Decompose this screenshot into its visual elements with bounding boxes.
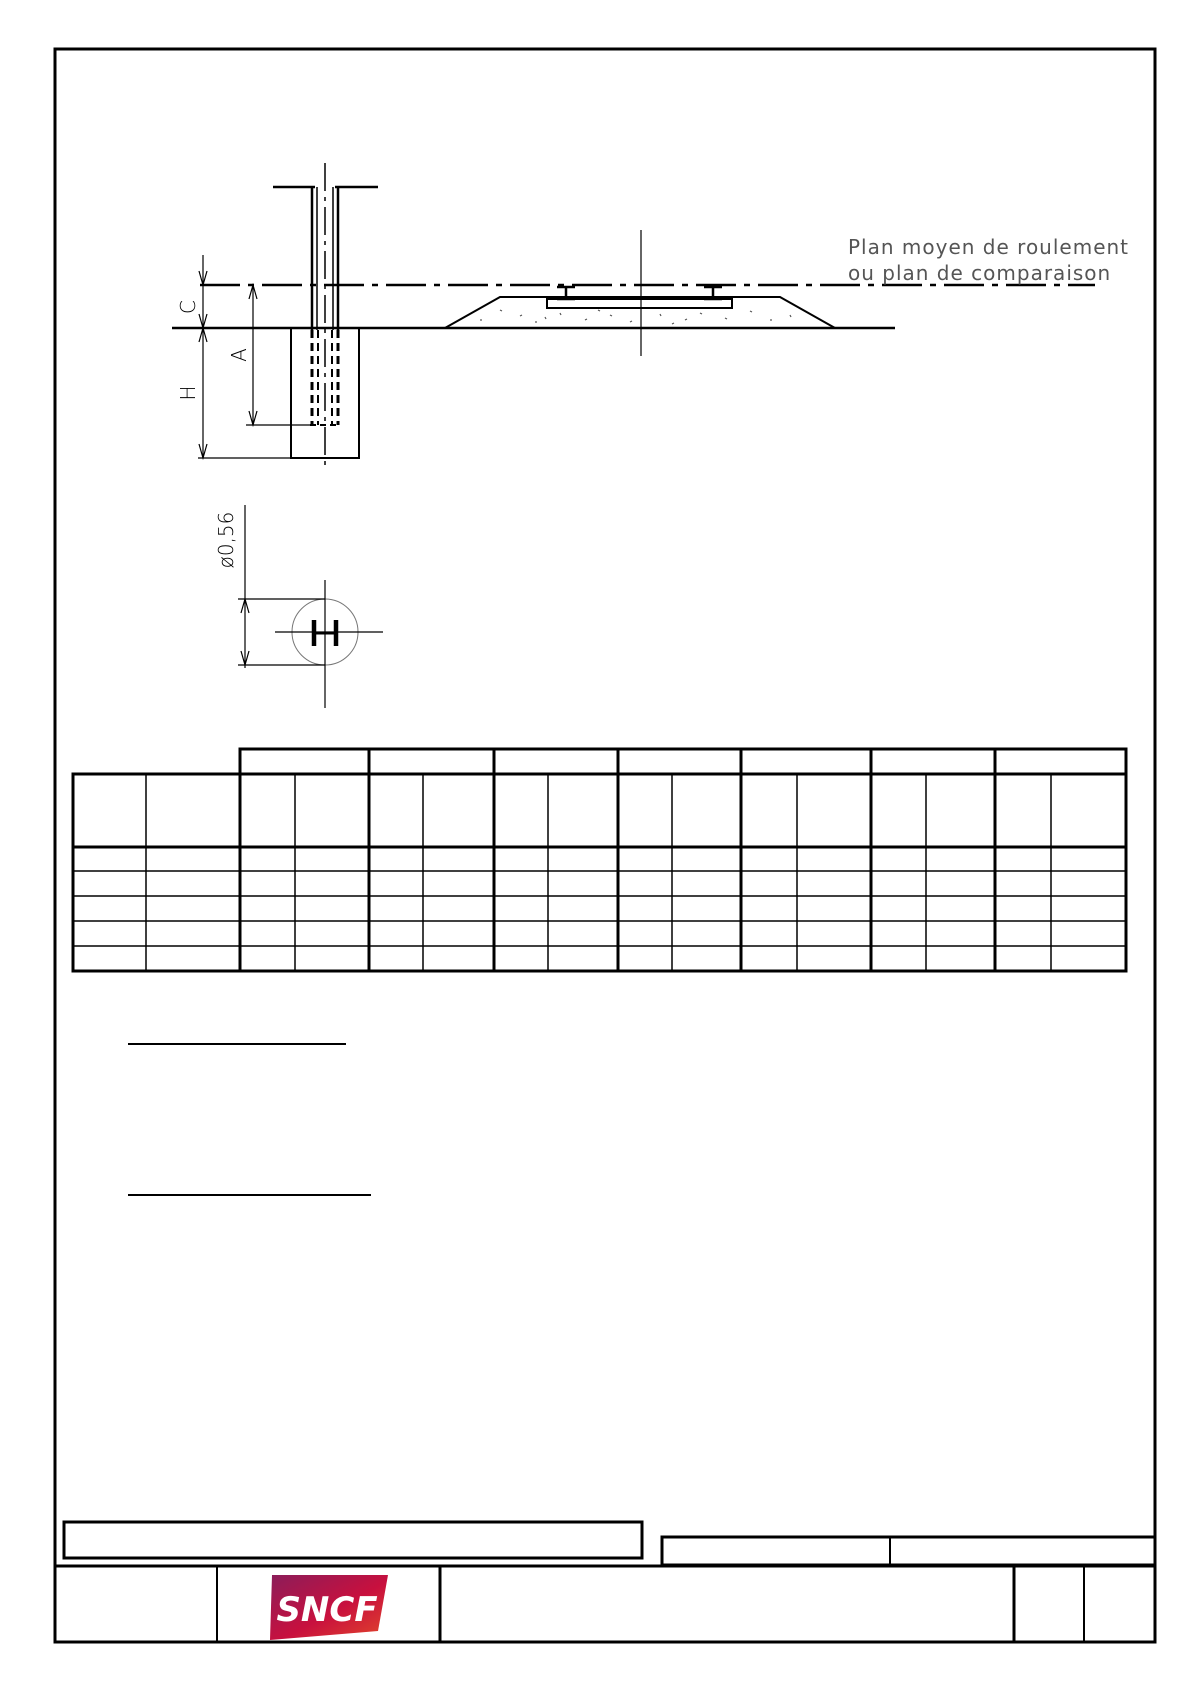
dim-label-diameter: ø0,56 xyxy=(214,511,238,569)
dimensions-table xyxy=(73,749,1126,971)
title-note-box xyxy=(64,1522,642,1558)
ballast-texture xyxy=(480,310,791,324)
elevation-view xyxy=(172,163,1095,470)
reference-plane-label-line1: Plan moyen de roulement xyxy=(848,235,1130,259)
dim-label-c: C xyxy=(176,300,200,314)
reference-plane-label-line2: ou plan de comparaison xyxy=(848,261,1112,285)
title-block xyxy=(55,1522,1155,1642)
dim-label-a: A xyxy=(227,348,251,362)
plan-view xyxy=(238,505,383,708)
sncf-logo-text: SNCF xyxy=(276,1590,378,1630)
revision-box xyxy=(662,1537,1155,1565)
dim-label-h: H xyxy=(176,385,200,401)
sleeper xyxy=(547,299,732,308)
ballast-profile xyxy=(445,297,835,328)
sncf-logo xyxy=(270,1575,388,1640)
